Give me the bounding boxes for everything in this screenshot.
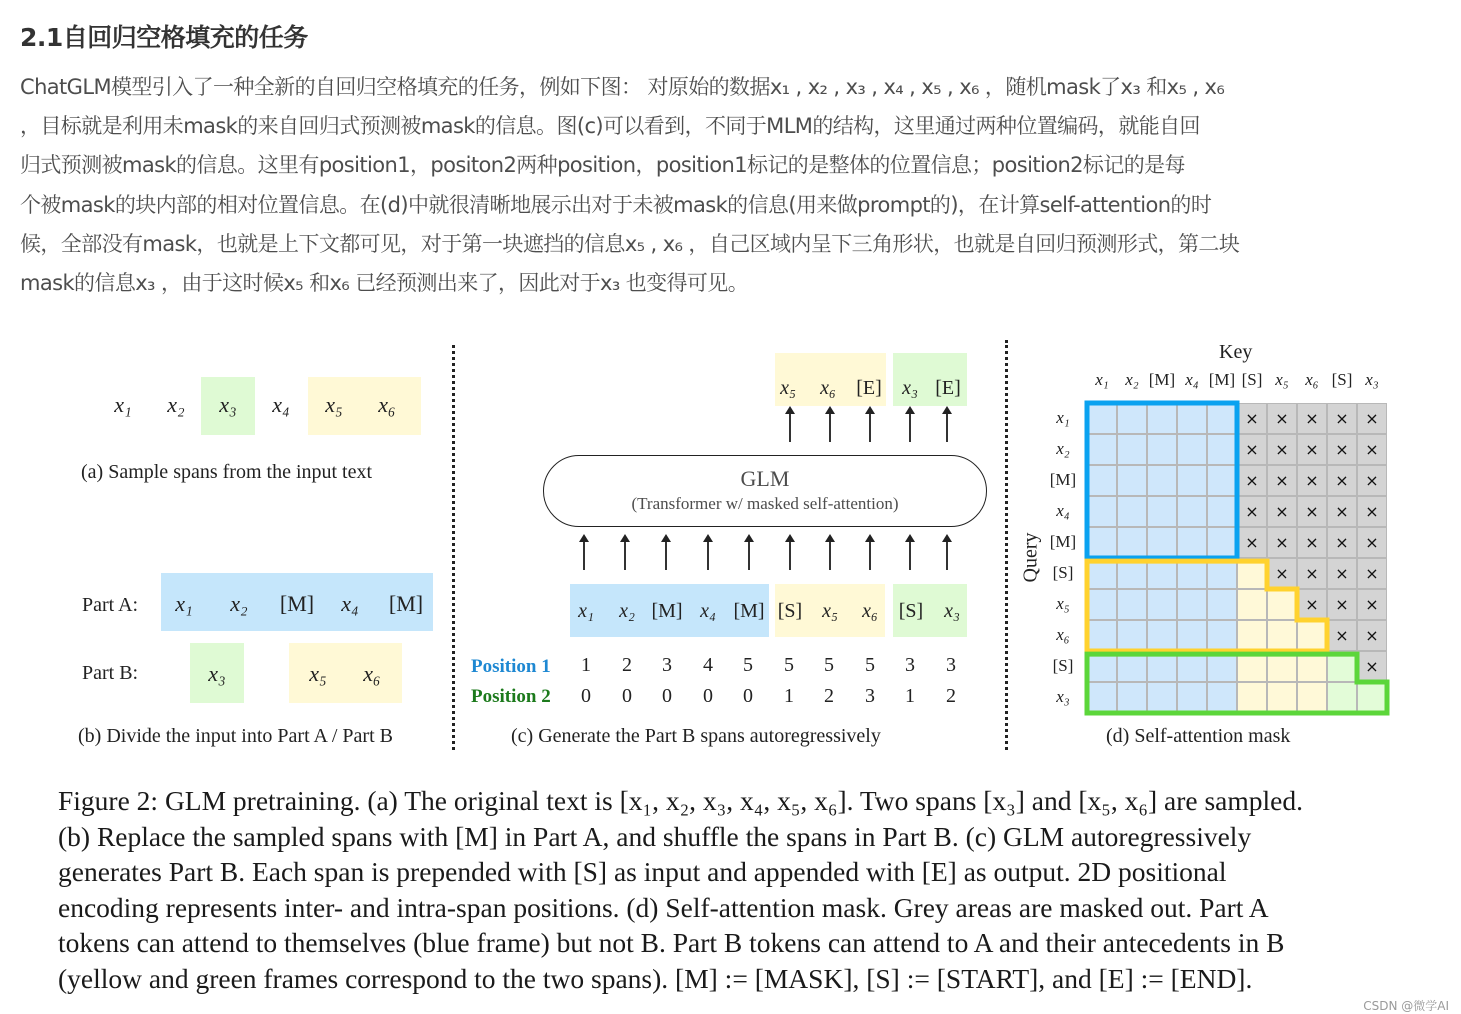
token: [M] <box>279 591 315 616</box>
token: x₁ <box>114 392 132 417</box>
mask-cell-masked: × <box>1237 496 1267 527</box>
caption-line: tokens can attend to themselves (blue frame) but not B. Part B tokens can attend to A and their antecedents in B <box>58 927 1285 959</box>
query-token: [M] <box>1049 470 1077 489</box>
token: x₄ <box>341 591 359 616</box>
yellow-frame <box>1087 561 1327 651</box>
mask-cell-masked: × <box>1237 465 1267 496</box>
position1-value: 1 <box>581 654 591 676</box>
token: x₄ <box>272 392 290 417</box>
position2-value: 0 <box>703 685 713 707</box>
position1-value: 5 <box>784 654 794 676</box>
position1-value: 3 <box>946 654 956 676</box>
input-token: x₄ <box>700 600 716 622</box>
mask-cell-masked: × <box>1297 527 1327 558</box>
token: x₃ <box>208 661 226 686</box>
token: x₅ <box>309 661 327 686</box>
output-token: x₃ <box>902 377 918 399</box>
mask-cell-masked: × <box>1267 403 1297 434</box>
part-b-label: Part B: <box>82 662 139 684</box>
mask-cell-masked: × <box>1297 403 1327 434</box>
paragraph-line: 候，全部没有mask，也就是上下文都可见，对于第一块遮挡的信息x₅ , x₆ ，自己区域内呈下三角形状，也就是自回归预测形式，第二块 <box>20 231 1240 256</box>
position2-value: 3 <box>865 685 875 707</box>
mask-cell-masked: × <box>1267 465 1297 496</box>
token: x₅ <box>325 392 343 417</box>
position2-value: 1 <box>905 685 915 707</box>
query-token: x₆ <box>1056 625 1070 644</box>
mask-cell-masked: × <box>1237 403 1267 434</box>
output-token: [E] <box>856 377 882 399</box>
key-token: [M] <box>1148 370 1176 389</box>
token: x₆ <box>378 392 396 417</box>
mask-cell-masked: × <box>1357 527 1387 558</box>
paragraph-line: ，目标就是利用未mask的来自回归式预测被mask的信息。图(c)可以看到，不同于MLM的结构，这里通过两种位置编码，就能自回 <box>20 114 1200 139</box>
panel-a-caption: (a) Sample spans from the input text <box>81 461 373 483</box>
glm-title: GLM <box>740 466 790 491</box>
key-token: [M] <box>1208 370 1236 389</box>
position1-label: Position 1 <box>471 656 551 677</box>
position1-value: 3 <box>662 654 672 676</box>
mask-cell-masked: × <box>1357 651 1387 682</box>
paragraph-line: mask的信息x₃ ，由于这时候x₅ 和x₆ 已经预测出来了，因此对于x₃ 也变得可见。 <box>20 270 749 295</box>
query-token: x₄ <box>1056 501 1070 520</box>
mask-cell-masked: × <box>1237 434 1267 465</box>
input-token: [S] <box>777 600 803 622</box>
position2-label: Position 2 <box>471 686 551 707</box>
section-title: 2.1自回归空格填充的任务 <box>20 23 308 52</box>
arrow-up-icon <box>583 540 585 570</box>
key-token: [S] <box>1331 370 1353 389</box>
position2-value: 0 <box>662 685 672 707</box>
query-token: x₁ <box>1056 408 1070 427</box>
token: x₂ <box>230 591 248 616</box>
mask-cell-masked: × <box>1327 434 1357 465</box>
arrow-up-icon <box>946 412 948 442</box>
token: [M] <box>388 591 424 616</box>
mask-cell-masked: × <box>1297 589 1327 620</box>
query-token: x₃ <box>1056 687 1070 706</box>
key-token: x₆ <box>1305 370 1319 389</box>
arrow-up-icon <box>829 412 831 442</box>
key-axis-label: Key <box>1219 341 1253 363</box>
output-token: x₅ <box>780 377 796 399</box>
arrow-up-icon <box>946 540 948 570</box>
input-token: x₁ <box>578 600 594 622</box>
mask-cell-masked: × <box>1327 620 1357 651</box>
mask-cell-masked: × <box>1267 496 1297 527</box>
attention-mask-grid <box>1087 403 1387 713</box>
mask-cell-masked: × <box>1297 558 1327 589</box>
query-token: [M] <box>1049 532 1077 551</box>
token: x₃ <box>219 392 237 417</box>
watermark: CSDN @微学AI <box>1363 999 1449 1013</box>
intro-paragraph <box>20 68 1460 303</box>
position1-value: 5 <box>743 654 753 676</box>
position1-value: 2 <box>622 654 632 676</box>
panel-divider <box>452 345 455 750</box>
position1-value: 4 <box>703 654 713 676</box>
mask-cell-masked: × <box>1357 465 1387 496</box>
mask-cell-masked: × <box>1357 434 1387 465</box>
input-token: x₅ <box>822 600 838 622</box>
mask-cell-masked: × <box>1327 589 1357 620</box>
key-token: x₃ <box>1365 370 1379 389</box>
arrow-up-icon <box>909 540 911 570</box>
mask-cell-masked: × <box>1357 558 1387 589</box>
position2-value: 0 <box>581 685 591 707</box>
paragraph-line: 归式预测被mask的信息。这里有position1，positon2两种position，position1标记的是整体的位置信息；position2标记的是每 <box>20 153 1185 178</box>
arrow-up-icon <box>789 540 791 570</box>
mask-cell-masked: × <box>1357 620 1387 651</box>
position2-value: 2 <box>946 685 956 707</box>
mask-cell-masked: × <box>1267 434 1297 465</box>
arrow-up-icon <box>624 540 626 570</box>
mask-cell-masked: × <box>1327 465 1357 496</box>
mask-cell-masked: × <box>1237 527 1267 558</box>
input-token: [M] <box>733 600 765 622</box>
mask-cell-masked: × <box>1267 558 1297 589</box>
mask-cell-masked: × <box>1297 434 1327 465</box>
position1-value: 5 <box>865 654 875 676</box>
green-frame <box>1087 654 1387 713</box>
position1-value: 5 <box>824 654 834 676</box>
caption-line: (b) Replace the sampled spans with [M] in Part A, and shuffle the spans in Part B. (c) GLM autoregressively <box>58 820 1252 852</box>
figure-caption <box>58 783 1410 997</box>
query-token: x₂ <box>1056 439 1070 458</box>
arrow-up-icon <box>789 412 791 442</box>
mask-cell-masked: × <box>1297 465 1327 496</box>
glm-subtitle: (Transformer w/ masked self-attention) <box>631 494 899 513</box>
paragraph-line: 个被mask的块内部的相对位置信息。在(d)中就很清晰地展示出对于未被mask的信息(用来做prompt的)，在计算self-attention的时 <box>20 192 1212 217</box>
mask-cell-masked: × <box>1357 403 1387 434</box>
token: x₁ <box>175 591 193 616</box>
input-token: x₂ <box>619 600 635 622</box>
caption-line: Figure 2: GLM pretraining. (a) The original text is [x₁, x₂, x₃, x₄, x₅, x₆]. Two spans [x₃] and [x₅, x₆] are sampled. <box>58 785 1303 816</box>
mask-cell-masked: × <box>1357 589 1387 620</box>
key-token: x₁ <box>1095 370 1109 389</box>
input-token: [S] <box>898 600 924 622</box>
key-token: x₅ <box>1275 370 1289 389</box>
output-token: x₆ <box>820 377 836 399</box>
arrow-up-icon <box>909 412 911 442</box>
blue-frame <box>1087 403 1237 558</box>
mask-cell-masked: × <box>1327 558 1357 589</box>
arrow-up-icon <box>707 540 709 570</box>
position2-value: 0 <box>622 685 632 707</box>
token: x₆ <box>363 661 381 686</box>
key-token: [S] <box>1241 370 1263 389</box>
query-token: [S] <box>1052 656 1074 675</box>
query-token: [S] <box>1052 563 1074 582</box>
position2-value: 0 <box>743 685 753 707</box>
mask-cell-masked: × <box>1267 527 1297 558</box>
mask-cell-masked: × <box>1357 496 1387 527</box>
input-token: x₆ <box>862 600 878 622</box>
mask-cell-masked: × <box>1297 496 1327 527</box>
part-a-label: Part A: <box>82 594 139 616</box>
output-token: [E] <box>935 377 961 399</box>
arrow-up-icon <box>748 540 750 570</box>
arrow-up-icon <box>665 540 667 570</box>
caption-line: generates Part B. Each span is prepended with [S] as input and appended with [E] as output. 2D positional <box>58 856 1227 888</box>
position2-value: 2 <box>824 685 834 707</box>
paragraph-line: ChatGLM模型引入了一种全新的自回归空格填充的任务，例如下图： 对原始的数据x₁ , x₂ , x₃ , x₄ , x₅ , x₆ ，随机mask了x₃ 和x₅ , x₆ <box>20 75 1225 99</box>
glm-model-box <box>543 455 987 527</box>
input-token: x₃ <box>944 600 960 622</box>
panel-d-caption: (d) Self-attention mask <box>1106 725 1291 747</box>
position2-value: 1 <box>784 685 794 707</box>
query-axis-label: Query <box>1019 532 1042 583</box>
panel-b-caption: (b) Divide the input into Part A / Part B <box>78 725 393 747</box>
mask-cell-masked: × <box>1327 403 1357 434</box>
panel-c-caption: (c) Generate the Part B spans autoregressively <box>511 725 881 747</box>
mask-cell-masked: × <box>1327 496 1357 527</box>
caption-line: (yellow and green frames correspond to the two spans). [M] := [MASK], [S] := [START], and [E] := [END]. <box>58 962 1253 994</box>
query-token: x₅ <box>1056 594 1070 613</box>
arrow-up-icon <box>869 540 871 570</box>
caption-line: encoding represents inter- and intra-span positions. (d) Self-attention mask. Grey areas are masked out. Part A <box>58 891 1269 923</box>
arrow-up-icon <box>829 540 831 570</box>
arrow-up-icon <box>869 412 871 442</box>
position1-value: 3 <box>905 654 915 676</box>
token: x₂ <box>167 392 185 417</box>
input-token: [M] <box>651 600 683 622</box>
key-token: x₄ <box>1185 370 1199 389</box>
mask-cell-masked: × <box>1327 527 1357 558</box>
panel-divider <box>1005 340 1008 750</box>
key-token: x₂ <box>1125 370 1139 389</box>
mask-frames <box>1084 400 1394 720</box>
